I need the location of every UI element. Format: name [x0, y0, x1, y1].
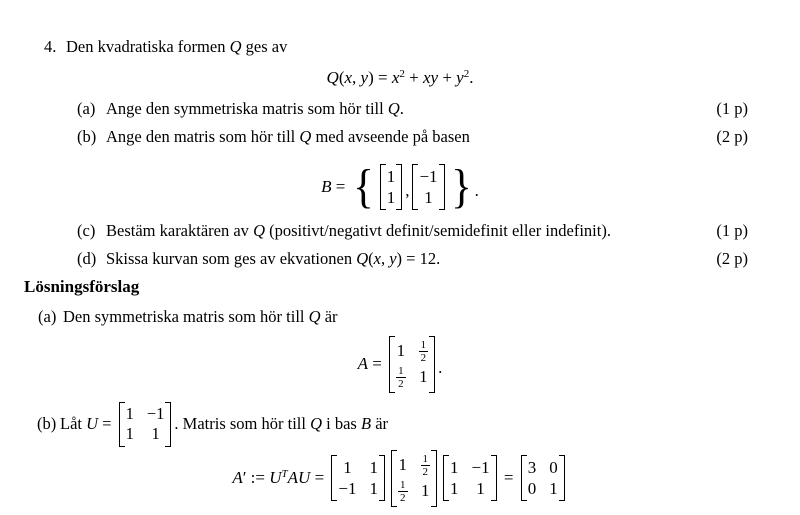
fraction-denominator: 2: [422, 465, 428, 478]
display-equation-matrix-A: [0, 338, 800, 390]
math-token: =: [331, 177, 350, 196]
text-token: Ange den matris som hör till: [106, 127, 300, 146]
matrix-entry: 1: [424, 187, 433, 207]
matrix-entry: 1: [396, 341, 406, 361]
problem-intro-text: [66, 37, 287, 56]
math-token: ,: [352, 68, 361, 87]
math-var-x: x: [344, 68, 353, 87]
math-var-U: U: [269, 468, 282, 487]
item-c-text: [106, 221, 611, 241]
math-token: ) = 12.: [396, 249, 441, 268]
math-comma: ,: [405, 181, 410, 200]
matrix-entry: 1: [421, 481, 430, 501]
math-var-Q: Q: [310, 414, 323, 433]
math-var-Q: Q: [387, 99, 400, 118]
item-b-label: (b): [77, 127, 97, 146]
solution-b-line: [37, 400, 388, 448]
matrix-entry: 1: [398, 455, 407, 475]
text-token: Låt: [60, 414, 87, 433]
matrix-entry: −1: [338, 478, 357, 498]
math-token: +: [404, 68, 423, 87]
points-d: (2 p): [716, 249, 748, 268]
fraction-numerator: 1: [398, 364, 404, 377]
math-token: =: [499, 468, 518, 487]
matrix-entry: −1: [146, 403, 165, 423]
matrix-entry: 1: [125, 403, 134, 423]
matrix-entry: −1: [419, 166, 438, 186]
text-token: ges av: [241, 37, 288, 56]
math-var-x: x: [373, 249, 381, 268]
matrix-A-lhs: [358, 354, 386, 374]
item-d-text: [106, 249, 440, 269]
display-equation-A-prime: [0, 449, 800, 507]
solution-b-post: [174, 414, 388, 434]
solution-heading: Lösningsförslag: [24, 277, 140, 296]
matrix-entry: −1: [471, 457, 490, 477]
right-brace: }: [450, 160, 472, 213]
points-c: (1 p): [716, 221, 748, 240]
math-exponent: 2: [463, 68, 470, 80]
math-period: .: [474, 181, 479, 200]
display-equation-quadratic-form: [0, 68, 800, 88]
matrix-entry: 1: [369, 457, 378, 477]
item-d: [77, 249, 748, 269]
fraction-numerator: 1: [420, 338, 427, 351]
matrix-U-transpose: [331, 455, 385, 501]
matrix-entry: 1: [450, 478, 459, 498]
matrix-entry: 1: [450, 457, 459, 477]
item-a-label: (a): [77, 99, 96, 118]
math-var-B: B: [321, 177, 332, 196]
item-a-text: [106, 99, 404, 119]
matrix-entry: 1: [343, 457, 352, 477]
math-token: =: [310, 468, 329, 487]
solution-b-label: (b): [37, 414, 57, 433]
fraction-numerator: 1: [400, 478, 406, 491]
problem-statement-line: [44, 37, 287, 57]
display-equation-basis: [0, 159, 800, 215]
math-var-y: y: [389, 249, 397, 268]
math-period: .: [438, 358, 443, 377]
matrix-A: [391, 450, 437, 507]
math-token: ) =: [368, 68, 392, 87]
basis-vector-1: [380, 164, 403, 210]
text-token: Bestäm karaktären av: [106, 221, 254, 240]
matrix-entry-fraction: [398, 479, 408, 504]
matrix-entry: 3: [527, 457, 537, 477]
math-token: +: [438, 68, 457, 87]
math-token: ,: [380, 249, 390, 268]
math-var-y: y: [456, 68, 464, 87]
math-token: :=: [246, 468, 270, 487]
fraction-denominator: 2: [420, 351, 427, 364]
matrix-U: [119, 402, 172, 447]
text-token: Den kvadratiska formen: [66, 37, 230, 56]
matrix-entry-fraction: [396, 365, 406, 390]
math-var-AU: AU: [287, 468, 311, 487]
fraction-denominator: 2: [398, 377, 404, 390]
item-c-label: (c): [77, 221, 96, 240]
fraction-denominator: 2: [400, 491, 406, 504]
math-exponent: 2: [399, 68, 405, 80]
math-token: .: [469, 68, 474, 87]
item-a: [77, 99, 748, 119]
A-prime-lhs: [232, 468, 328, 488]
solution-a-line: [38, 307, 338, 327]
math-token: (: [368, 249, 374, 268]
text-token: Skissa kurvan som ges av ekvationen: [106, 249, 357, 268]
math-var-B: B: [360, 414, 372, 433]
points-b: (2 p): [716, 127, 748, 146]
math-var-Q: Q: [356, 249, 369, 268]
text-token: är: [371, 414, 389, 433]
math-var-U: U: [86, 414, 99, 433]
text-token: är: [320, 307, 338, 326]
matrix-entry: 1: [125, 423, 134, 443]
fraction-numerator: 1: [422, 452, 428, 465]
text-token: med avseende på basen: [311, 127, 470, 146]
text-token: i bas: [322, 414, 361, 433]
text-token: (positivt/negativt definit/semidefinit eller indefinit).: [264, 221, 611, 240]
math-var-xy: xy: [422, 68, 439, 87]
math-token: (: [338, 68, 345, 87]
matrix-entry-fraction: [419, 339, 429, 364]
matrix-entry: 1: [386, 166, 396, 186]
math-var-x: x: [391, 68, 400, 87]
left-brace: {: [352, 160, 374, 213]
solution-a-text: [63, 307, 338, 327]
item-b: [77, 127, 748, 147]
matrix-entry: 1: [151, 423, 160, 443]
text-token: .: [399, 99, 404, 118]
math-token: =: [368, 354, 387, 373]
matrix-entry: 0: [527, 478, 537, 498]
math-transpose-T: T: [281, 468, 288, 480]
text-token: Ange den symmetriska matris som hör till: [106, 99, 388, 118]
solution-a-label: (a): [38, 307, 57, 326]
matrix-entry: 0: [549, 457, 558, 477]
text-token: Den symmetriska matris som hör till: [63, 307, 309, 326]
matrix-entry: 1: [476, 478, 485, 498]
math-var-A: A: [357, 354, 369, 373]
math-var-Q: Q: [299, 127, 312, 146]
matrix-U: [443, 455, 497, 501]
text-token: . Matris som hör till: [174, 414, 311, 433]
matrix-entry: 1: [549, 478, 558, 498]
item-b-text: [106, 127, 470, 147]
basis-lhs: [321, 177, 349, 197]
item-c: [77, 221, 748, 241]
matrix-entry: 1: [369, 478, 378, 498]
math-var-Q: Q: [229, 37, 242, 56]
basis-vector-2: [412, 164, 444, 210]
problem-number: 4.: [44, 37, 57, 56]
matrix-entry: 1: [386, 187, 396, 207]
matrix-result: [521, 455, 565, 501]
math-prime: ′: [242, 468, 247, 487]
solution-b-pre: [60, 414, 116, 434]
matrix-entry: 1: [419, 367, 428, 387]
math-var-Q: Q: [253, 221, 265, 240]
math-var-y: y: [360, 68, 369, 87]
item-d-label: (d): [77, 249, 97, 268]
math-var-A: A: [232, 468, 243, 487]
math-var-Q: Q: [308, 307, 321, 326]
matrix-A: [389, 336, 435, 393]
points-a: (1 p): [716, 99, 748, 118]
matrix-entry-fraction: [421, 453, 431, 478]
math-token: =: [98, 414, 116, 433]
math-var-Q: Q: [326, 68, 339, 87]
